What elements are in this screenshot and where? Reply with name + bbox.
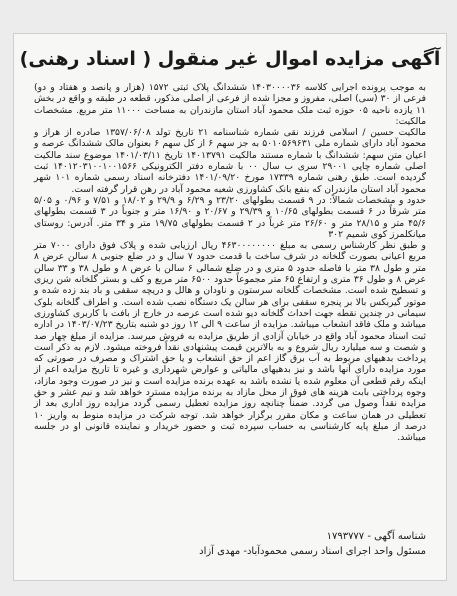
notice-footer — [199, 529, 426, 559]
notice-paragraph: حدود و مشخصات شمالاً: در ۹ قسمت بطولهای ۲۳/۲۰ و ۶/۲۹ و ۲۹/۹ و ۱۸/۰۲ و ۷/۵۱ و ۰/۹۶ و ۵/۰۵ متر شرقاً در ۶ قسمت بطولهای ۱۰/۶۵ و ۲۹/۳۹ و ۲۰/۶۷ و ۱۶/۹۰ متر و جنوباً در ۳ قسمت بطولهای ۴۵/۶ متر و ۲۸/۱۵ متر و ۲۶/۶۰ متر غرباً در ۲ قسمت بطولهای ۱۹/۷۵ متر و ۳۴ متر. آدرس: روستای میانکلمرز کوی شمیم ۳۰۲ — [34, 194, 427, 240]
notice-number: شناسه آگهی - ۱۷۹۳۷۷۷ — [326, 531, 426, 542]
notice-paragraph: مالکیت حسین / اسلامی فرزند نقی شماره شناسنامه ۲۱ تاریخ تولد ۱۳۵۷/۰۶/۰۸ صادره از هراز و محمود آباد دارای شماره ملی ۵۰۱۰۵۶۹۶۳۱ به جز سهم ۶ از کل سهم ۶ بعنوان مالک ششدانگ عرصه و اعیان متن سهم: ششدانگ با شماره مستند مالکیت ۱۴۰۱۳۷۹۱ تاریخ ۱۴۰۱/۰۳/۱۱ موضوع سند مالکیت اصلی شماره چاپی ۲۹۰۰۱ سری ب سال ۰۰ با شماره دفتر الکترونیکی ۱۴۰۱۲۰۳۱۰۰۱۰۰۱۵۶۶ ثبت گردیده است. طبق رهنی شماره ۱۷۳۳۹ مورخ ۱۴۰۱/۰۹/۲۰ دفترخانه اسناد رسمی شماره ۱۰۱ شهر محمود آباد استان مازندران که بنفع بانک کشاورزی شعبه محمود آباد در رهن قرار گرفته است. — [34, 127, 427, 195]
notice-paper — [13, 33, 447, 581]
notice-paragraph: به موجب پرونده اجرایی کلاسه ۱۴۰۳۰۰۰۰۳۶ ششدانگ پلاک ثبتی ۱۵۷۲ (هزار و پانصد و هفتاد و دو) فرعی از ۳۰ (سی) اصلی، مفروز و مجزا شده از فرعی از اصلی مذکور، قطعه در طبقه و واقع در بخش ۱۱ یازده ناحیه ۰۵ حوزه ثبت ملک محمود آباد استان مازندران به مساحت ۱۱۰۰۰ متر مربع. مشخصات مالکیت: — [34, 82, 426, 127]
notice-paragraph: و طبق نظر کارشناس رسمی به مبلغ ۴۶۳۰۰۰۰۰۰۰۰ ریال ارزیابی شده و پلاک فوق دارای ۷۰۰۰ متر مربع اعیانی بصورت گلخانه در شرف ساخت با قدمت حدود ۷ سال و در ضلع جنوبی ۸ سالن عرض ۸ متر و طول ۳۸ متر با فاصله حدود ۵ متری و در ضلع شمالی ۶ سالن با عرض ۸ و طول ۳۸ و ۳۳ سالن عرض ۸ و طول ۳۶ متری و ارتفاع ۶۵ متر مجموعاً حدود ۶۵۰۰ متر مربع و کف و بستر گلخانه شن ریزی و تسطیح شده است. مشخصات گلخانه سرستون و ناودان و هالل و دریچه سقفی و باد بند زده شده و موتور گیربکس بالا بر پنجره سقفی برای هر سالن یک دستگاه نصب شده است. و اطراف گلخانه بلوک سیمانی در چندین نقطه جهت احداث گلخانه دیو شده است عرصه در خارج از بافت با کاربری کشاورزی میباشد و ملک فاقد انشعاب میباشد. مزایده از ساعت ۹ الی ۱۲ روز دو شنبه بتاریخ ۱۴۰۳/۰۷/۲۳ در اداره ثبت اسناد محمود آباد واقع در خیابان آزادی از طریق مزایده به فروش میرسد. مزایده از مبلغ چهار صد و شصت و سه میلیارد ریال شروع و به بالاترین قیمت پیشنهادی نقداً فروخته میشود. لازم به ذکر است پرداخت بدهیهای مربوط به آب برق گاز اعم از حق انشعاب و یا حق اشتراک و مصرف در صورتی که مورد مزایده دارای آنها باشد و نیز بدهیهای مالیاتی و عوارض شهرداری و غیره تا تاریخ مزایده اعم از اینکه رقم قطعی آن معلوم شده یا نشده باشد به عهده برنده مزایده است و نیز در صورت وجود مازاد، وجوه پرداختی بابت هزینه های فوق از محل مازاد به برنده مزایده مسترد خواهد شد و نیم عشر و حق مزایده نقداً وصول می گردد. ضمناً چنانچه روز مزایده تعطیل رسمی گردد مزایده روز اداری بعد از تعطیلی در همان ساعت و مکان مقرر برگزار خواهد شد. توجه شرکت در مزایده منوط به واریز ۱۰ درصد از مبلغ پایه کارشناسی به حساب سپرده ثبت و حضور خریدار و نماینده قانونی او در جلسه میباشد. — [34, 240, 427, 444]
notice-body — [34, 82, 426, 444]
notice-signature: مسئول واحد اجرای اسناد رسمی محمودآباد- مهدی آزاد — [199, 546, 426, 557]
notice-title: آگهی مزایده اموال غیر منقول ( اسناد رهنی) — [19, 48, 441, 70]
